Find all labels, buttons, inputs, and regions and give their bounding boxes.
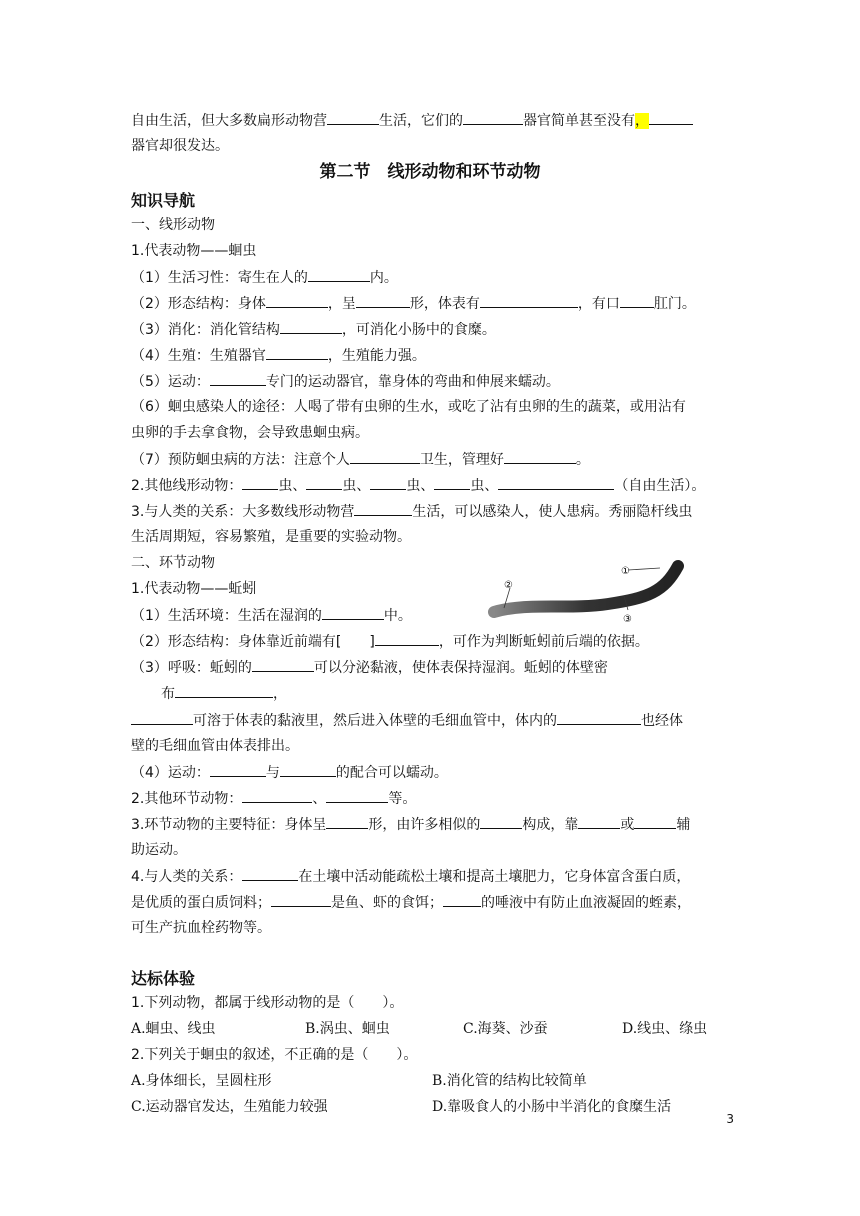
blank[interactable] xyxy=(322,605,384,620)
blank[interactable] xyxy=(326,788,388,803)
text: （1）生活环境：生活在湿润的 xyxy=(131,608,322,624)
text: 或 xyxy=(620,817,635,833)
text: ] xyxy=(369,634,375,650)
text: 卫生，管理好 xyxy=(419,452,504,468)
blank[interactable] xyxy=(578,814,620,829)
part2-item3-line4: 壁的毛细血管由体表排出。 xyxy=(131,738,299,754)
text: 布 xyxy=(161,686,175,702)
text: ，生殖能力强。 xyxy=(327,348,426,364)
part1-title: 一、线形动物 xyxy=(131,217,215,233)
text: 等。 xyxy=(388,791,417,807)
blank[interactable] xyxy=(210,762,266,777)
blank[interactable] xyxy=(175,683,273,698)
text: 形，体表有 xyxy=(409,296,480,312)
page-number: 3 xyxy=(726,1112,734,1126)
practice-heading: 达标体验 xyxy=(131,969,196,988)
blank[interactable] xyxy=(634,814,676,829)
part1-item6-line1: （6）蛔虫感染人的途径：人喝了带有虫卵的生水，或吃了沾有虫卵的生的蔬菜，或用沾有 xyxy=(131,399,686,415)
q1-option-b[interactable]: B.涡虫、蛔虫 xyxy=(305,1021,390,1037)
text: 肛门。 xyxy=(653,296,696,312)
blank[interactable] xyxy=(498,475,614,490)
section-title: 第二节 线形动物和环节动物 xyxy=(319,162,541,182)
blank[interactable] xyxy=(480,293,578,308)
part2-rep: 1.代表动物——蚯蚓 xyxy=(131,581,257,597)
text: 虫、 xyxy=(278,478,307,494)
blank[interactable] xyxy=(280,762,336,777)
q2-option-c[interactable]: C.运动器官发达，生殖能力较强 xyxy=(131,1099,328,1115)
text: 3.与人类的关系：大多数线形动物营 xyxy=(131,504,355,520)
part1-item5 xyxy=(131,371,729,392)
blank[interactable] xyxy=(649,110,693,125)
blank[interactable] xyxy=(480,814,522,829)
text: 形，由许多相似的 xyxy=(368,817,481,833)
part1-other2 xyxy=(131,475,729,496)
q2-option-d[interactable]: D.靠吸食人的小肠中半消化的食糜生活 xyxy=(432,1099,672,1115)
blank[interactable] xyxy=(354,501,412,516)
text: （3）呼吸：蚯蚓的 xyxy=(131,660,252,676)
blank[interactable] xyxy=(242,788,312,803)
blank[interactable] xyxy=(326,814,368,829)
label-1: ① xyxy=(621,566,630,577)
blank[interactable] xyxy=(434,475,470,490)
blank[interactable] xyxy=(242,475,278,490)
text: 虫、 xyxy=(342,478,371,494)
guide-heading: 知识导航 xyxy=(131,191,196,210)
text: 也经体 xyxy=(641,713,683,729)
text: 3.环节动物的主要特征：身体呈 xyxy=(131,817,327,833)
text: （5）运动： xyxy=(131,374,210,390)
blank[interactable] xyxy=(271,892,331,907)
part1-other3-line1 xyxy=(131,501,729,522)
part1-item7 xyxy=(131,449,729,470)
blank[interactable] xyxy=(350,449,420,464)
part1-item2 xyxy=(131,293,729,314)
text: （1）生活习性：寄生在人的 xyxy=(131,270,308,286)
blank[interactable] xyxy=(210,371,266,386)
blank[interactable] xyxy=(370,475,406,490)
text: ，可消化小肠中的食糜。 xyxy=(341,322,496,338)
text: 是鱼、虾的食饵； xyxy=(331,895,443,911)
text: 辅 xyxy=(676,817,691,833)
part2-item3-line2 xyxy=(161,683,729,704)
part2-item1 xyxy=(131,605,412,626)
question-1: 1.下列动物，都属于线形动物的是（ ）。 xyxy=(131,995,404,1011)
part1-other3-line2: 生活周期短，容易繁殖，是重要的实验动物。 xyxy=(131,529,411,545)
text: 虫、 xyxy=(406,478,435,494)
label-line-1 xyxy=(628,568,660,570)
part2-item3-line1 xyxy=(131,657,729,678)
text: ， xyxy=(273,686,287,702)
q1-option-d[interactable]: D.线虫、绦虫 xyxy=(622,1021,708,1037)
text: 在土壤中活动能疏松土壤和提高土壤肥力，它身体富含蛋白质， xyxy=(298,869,691,885)
part2-item3-line3 xyxy=(131,710,729,731)
question-2: 2.下列关于蛔虫的叙述，不正确的是（ ）。 xyxy=(131,1047,418,1063)
blank[interactable] xyxy=(252,657,314,672)
text: ，可作为判断蚯蚓前后端的依据。 xyxy=(438,634,649,650)
text: 与 xyxy=(265,765,280,781)
part2-other4-line3: 可生产抗血栓药物等。 xyxy=(131,920,271,936)
text: 内。 xyxy=(369,270,398,286)
text: （自由生活）。 xyxy=(614,478,706,494)
text: ，有口 xyxy=(577,296,620,312)
text: （4）生殖：生殖器官 xyxy=(131,348,266,364)
part1-item1 xyxy=(131,267,729,288)
intro-line-2 xyxy=(131,136,729,156)
part2-other4-line1 xyxy=(131,866,729,887)
label-2: ② xyxy=(504,580,513,591)
blank[interactable] xyxy=(266,345,328,360)
intro-line-1 xyxy=(131,110,729,131)
text: （7）预防蛔虫病的方法：注意个人 xyxy=(131,452,350,468)
part2-item2 xyxy=(131,631,729,652)
text: ，呈 xyxy=(327,296,356,312)
blank[interactable] xyxy=(308,267,370,282)
text: （4）运动： xyxy=(131,765,210,781)
text: 是优质的蛋白质饲料； xyxy=(131,895,271,911)
part2-other4-line2 xyxy=(131,892,729,913)
blank[interactable] xyxy=(557,710,641,725)
text: 构成，靠 xyxy=(522,817,579,833)
text: 器官却很发达。 xyxy=(131,138,229,154)
blank[interactable] xyxy=(463,110,523,125)
text: （2）形态结构：身体靠近前端有[ xyxy=(131,634,342,650)
blank[interactable] xyxy=(504,449,576,464)
part1-rep: 1.代表动物——蛔虫 xyxy=(131,243,257,259)
text: 、 xyxy=(312,791,327,807)
part2-item4 xyxy=(131,762,729,783)
text: （3）消化：消化管结构 xyxy=(131,322,280,338)
earthworm-figure xyxy=(488,558,688,628)
part1-item3 xyxy=(131,319,729,340)
q2-option-a[interactable]: A.身体细长，呈圆柱形 xyxy=(131,1073,272,1089)
text: （2）形态结构：身体 xyxy=(131,296,266,312)
blank[interactable] xyxy=(327,110,379,125)
blank[interactable] xyxy=(375,631,439,646)
text: 中。 xyxy=(383,608,412,624)
text: 器官简单甚至没有 xyxy=(523,113,635,129)
q2-option-b[interactable]: B.消化管的结构比较简单 xyxy=(432,1073,587,1089)
blank[interactable] xyxy=(280,319,342,334)
part1-item4 xyxy=(131,345,729,366)
text: 的配合可以蠕动。 xyxy=(335,765,448,781)
part2-title: 二、环节动物 xyxy=(131,555,215,571)
blank[interactable] xyxy=(242,866,298,881)
blank[interactable] xyxy=(443,892,481,907)
text: 生活，它们的 xyxy=(379,113,463,129)
text: 的唾液中有防止血液凝固的蛭素， xyxy=(481,895,691,911)
earthworm-body xyxy=(494,566,678,612)
text: 可以分泌黏液，使体表保持湿润。蚯蚓的体壁密 xyxy=(313,660,608,676)
blank[interactable] xyxy=(266,293,328,308)
text: 2.其他线形动物： xyxy=(131,478,243,494)
label-3: ③ xyxy=(623,614,632,625)
part2-other3-line1 xyxy=(131,814,729,835)
text: 可溶于体表的黏液里，然后进入体壁的毛细血管中，体内的 xyxy=(193,713,557,729)
text: 4.与人类的关系： xyxy=(131,869,243,885)
text: 自由生活，但大多数扁形动物营 xyxy=(131,113,327,129)
blank[interactable] xyxy=(131,710,193,725)
q1-option-a[interactable]: A.蛔虫、线虫 xyxy=(131,1021,216,1037)
part2-other3-line2: 助运动。 xyxy=(131,842,187,858)
blank[interactable] xyxy=(356,293,410,308)
text: 。 xyxy=(575,452,590,468)
text: 生活，可以感染人，使人患病。秀丽隐杆线虫 xyxy=(412,504,693,520)
highlighted-comma: ， xyxy=(635,113,649,129)
text: 专门的运动器官，靠身体的弯曲和伸展来蠕动。 xyxy=(265,374,560,390)
part1-item6-line2: 虫卵的手去拿食物，会导致患蛔虫病。 xyxy=(131,425,369,441)
blank[interactable] xyxy=(620,293,654,308)
text: 2.其他环节动物： xyxy=(131,791,243,807)
part2-other2 xyxy=(131,788,729,809)
q1-option-c[interactable]: C.海葵、沙蚕 xyxy=(463,1021,548,1037)
text: 虫、 xyxy=(470,478,499,494)
blank[interactable] xyxy=(306,475,342,490)
